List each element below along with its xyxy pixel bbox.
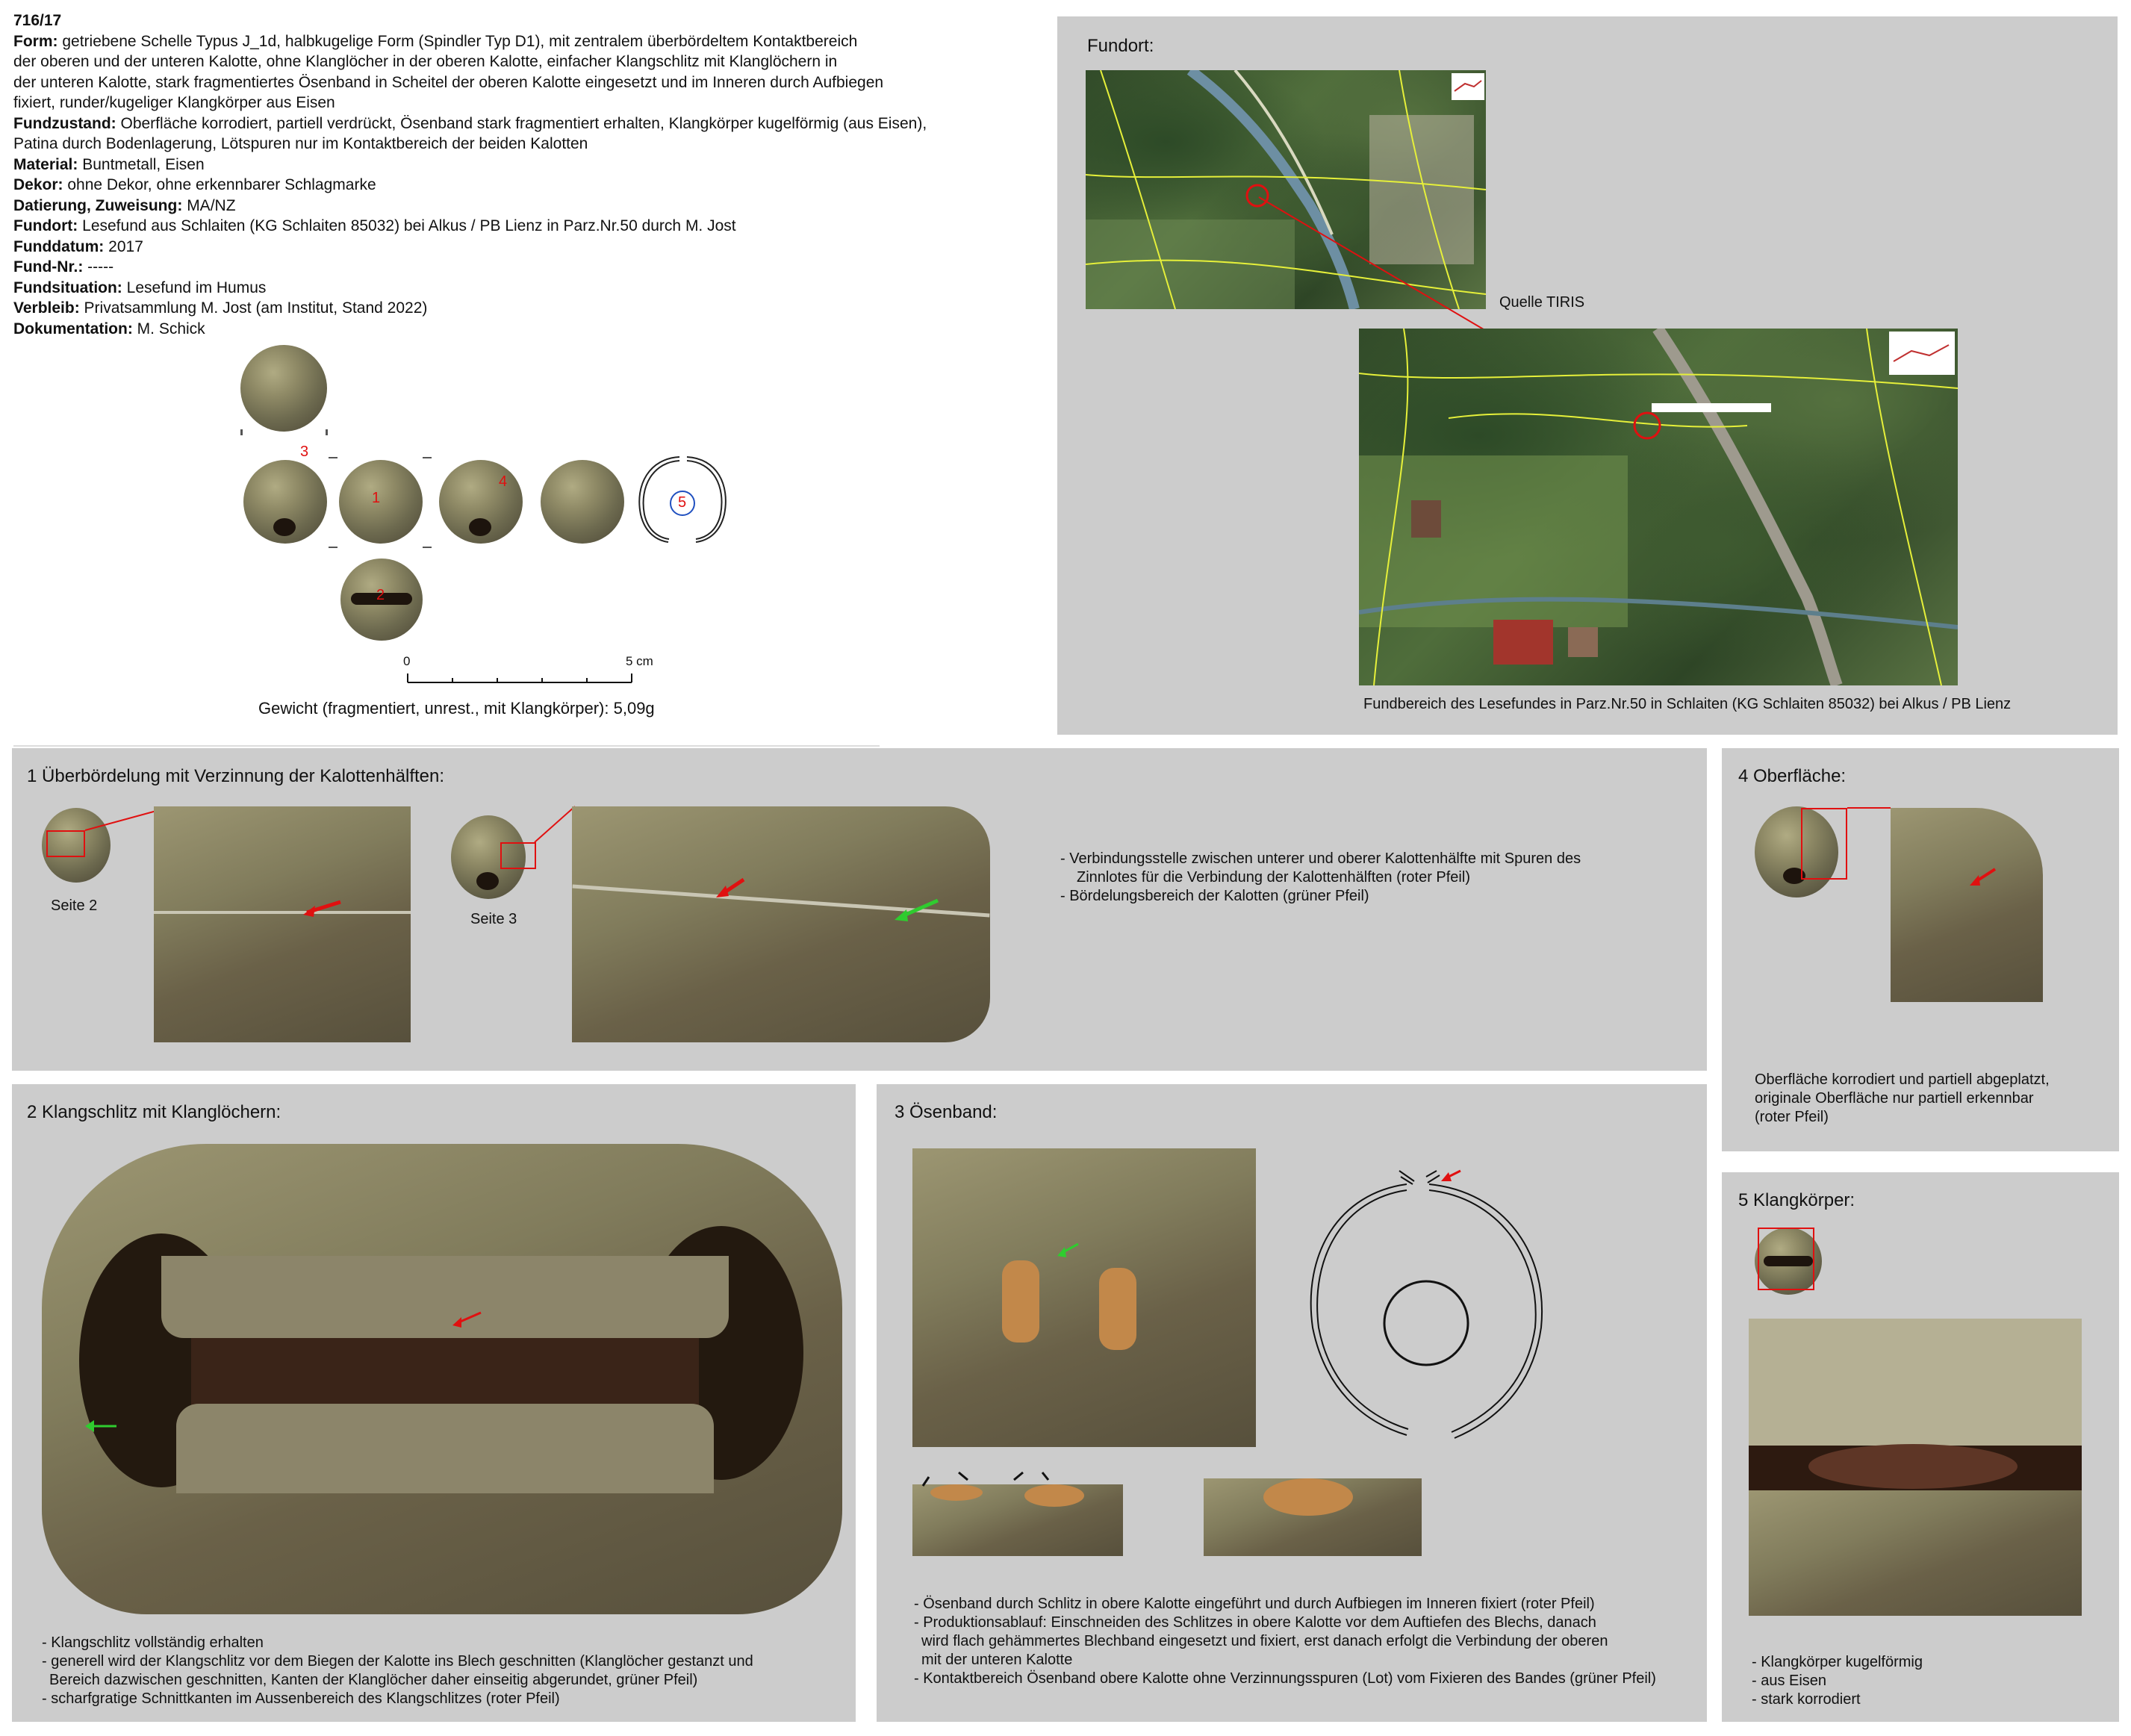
side-2-label: Seite 2	[51, 897, 98, 914]
material-label: Material:	[13, 155, 78, 173]
panel-1-line: Zinnlotes für die Verbindung der Kalottenhälften (roter Pfeil)	[1077, 869, 1470, 886]
panel-2-line: - scharfgratige Schnittkanten im Aussenbereich des Klangschlitzes (roter Pfeil)	[42, 1690, 560, 1707]
find-id: 716/17	[13, 12, 62, 29]
panel-4-line: Oberfläche korrodiert und partiell abgeplatzt,	[1755, 1071, 2050, 1088]
findnr-text: -----	[87, 258, 114, 276]
weight-text: Gewicht (fragmentiert, unrest., mit Klangkörper): 5,09g	[258, 699, 655, 718]
findnr-label: Fund-Nr.:	[13, 258, 84, 276]
panel-4-description	[1755, 1071, 2050, 1127]
panel-1-rebate	[12, 748, 1707, 1071]
panel-5-line: - stark korrodiert	[1752, 1691, 1861, 1708]
panel-5-description	[1752, 1653, 1923, 1709]
view-label-4: 4	[499, 473, 508, 490]
panel-2-description	[42, 1634, 753, 1708]
panel-5-title: 5 Klangkörper:	[1738, 1190, 1855, 1210]
fundort-caption: Fundbereich des Lesefundes in Parz.Nr.50 in Schlaiten (KG Schlaiten 85032) bei Alkus / PB Lienz	[1363, 696, 2012, 712]
bell-view-side-3	[243, 460, 327, 544]
bell-view-side-2	[541, 460, 624, 544]
location-text: Privatsammlung M. Jost (am Institut, Stand 2022)	[84, 299, 428, 317]
scale-start: 0	[403, 654, 411, 668]
loop-band-profile-photo-2	[1204, 1478, 1422, 1556]
source-label: Quelle TIRIS	[1499, 294, 1585, 311]
form-text-2: der oberen und der unteren Kalotte, ohne Klanglöcher in der oberen Kalotte, einfacher Klangschlitz mit Klanglöchern in	[13, 53, 838, 70]
panel-1-line: - Verbindungsstelle zwischen unterer und oberer Kalottenhälfte mit Spuren des	[1060, 850, 1581, 867]
panel-4-surface	[1722, 748, 2119, 1151]
panel-5-clapper	[1722, 1172, 2119, 1722]
view-label-1: 1	[372, 490, 381, 506]
scale-end: 5 cm	[626, 654, 653, 668]
panel-1-description	[1060, 850, 1581, 906]
view-label-2: 2	[376, 587, 385, 603]
panel-3-line: - Produktionsablauf: Einschneiden des Schlitzes in obere Kalotte vor dem Auftiefen des Blechs, danach	[914, 1614, 1596, 1631]
side-3-detail-photo	[572, 806, 990, 1042]
bell-view-top	[240, 345, 327, 432]
clapper-detail-photo	[1749, 1319, 2082, 1616]
bell-view-side-1	[339, 460, 423, 544]
detail-map	[1359, 329, 1958, 685]
material-text: Buntmetall, Eisen	[82, 155, 205, 173]
panel-3-line: - Kontaktbereich Ösenband obere Kalotte ohne Verzinnungsspuren (Lot) vom Fixieren des Bandes (grüner Pfeil)	[914, 1670, 1656, 1687]
panel-2-sound-slot	[12, 1084, 856, 1722]
form-text-3: der unteren Kalotte, stark fragmentiertes Ösenband in Scheitel der oberen Kalotte eingesetzt und im Inneren durch Aufbiegen	[13, 73, 884, 91]
panel-2-line: - generell wird der Klangschlitz vor dem Biegen der Kalotte ins Blech geschnitten (Klanglöcher gestanzt und	[42, 1653, 753, 1670]
condition-text-2: Patina durch Bodenlagerung, Lötspuren nur im Kontaktbereich der beiden Kalotten	[13, 135, 588, 152]
panel-4-title: 4 Oberfläche:	[1738, 766, 1847, 786]
panel-3-title: 3 Ösenband:	[895, 1102, 998, 1122]
dating-text: MA/NZ	[187, 196, 236, 214]
documentation-label: Dokumentation:	[13, 320, 133, 337]
sound-slot-photo	[42, 1144, 842, 1614]
form-text: getriebene Schelle Typus J_1d, halbkugelige Form (Spindler Typ D1), mit zentralem überbördeltem Kontaktbereich	[62, 32, 858, 50]
panel-1-line: - Bördelungsbereich der Kalotten (grüner Pfeil)	[1060, 888, 1369, 904]
side-3-label: Seite 3	[470, 911, 517, 927]
panel-4-line: (roter Pfeil)	[1755, 1109, 1829, 1125]
panel-4-line: originale Oberfläche nur partiell erkennbar	[1755, 1090, 2034, 1107]
finddate-label: Funddatum:	[13, 237, 105, 255]
panel-2-line: - Klangschlitz vollständig erhalten	[42, 1634, 264, 1651]
panel-3-description	[914, 1595, 1656, 1688]
form-text-4: fixiert, runder/kugeliger Klangkörper aus Eisen	[13, 94, 335, 111]
decor-label: Dekor:	[13, 176, 63, 193]
panel-2-title: 2 Klangschlitz mit Klanglöchern:	[27, 1102, 281, 1122]
panel-3-line: - Ösenband durch Schlitz in obere Kalotte eingeführt und durch Aufbiegen im Inneren fixiert (roter Pfeil)	[914, 1596, 1595, 1612]
surface-detail-photo	[1891, 808, 2043, 1002]
panel-1-title: 1 Überbördelung mit Verzinnung der Kalottenhälften:	[27, 766, 445, 786]
condition-label: Fundzustand:	[13, 114, 116, 132]
find-description	[13, 10, 927, 339]
panel-3-line: wird flach gehämmertes Blechband eingesetzt und fixiert, erst danach erfolgt die Verbindung der oberen	[921, 1633, 1608, 1649]
panel-3-loop-band	[877, 1084, 1707, 1722]
location-label: Verbleib:	[13, 299, 80, 317]
fundort-panel	[1057, 16, 2118, 735]
view-label-3: 3	[300, 444, 309, 460]
documentation-text: M. Schick	[137, 320, 205, 337]
decor-text: ohne Dekor, ohne erkennbarer Schlagmarke	[67, 176, 376, 193]
findspot-label: Fundort:	[13, 217, 78, 234]
form-label: Form:	[13, 32, 58, 50]
finddate-text: 2017	[108, 237, 143, 255]
dating-label: Datierung, Zuweisung:	[13, 196, 183, 214]
panel-5-line: - aus Eisen	[1752, 1673, 1827, 1689]
panel-2-line: Bereich dazwischen geschnitten, Kanten der Klanglöcher daher einseitig abgerundet, grüner Pfeil)	[49, 1672, 698, 1688]
condition-text: Oberfläche korrodiert, partiell verdrückt, Ösenband stark fragmentiert erhalten, Klangkörper kugelförmig (aus Eisen),	[120, 114, 927, 132]
view-label-5: 5	[678, 494, 687, 511]
findspot-text: Lesefund aus Schlaiten (KG Schlaiten 85032) bei Alkus / PB Lienz in Parz.Nr.50 durch M. Jost	[82, 217, 736, 234]
fundort-title: Fundort:	[1087, 36, 1154, 56]
panel-5-line: - Klangkörper kugelförmig	[1752, 1654, 1923, 1670]
situation-label: Fundsituation:	[13, 279, 122, 296]
panel-3-line: mit der unteren Kalotte	[921, 1652, 1073, 1668]
situation-text: Lesefund im Humus	[126, 279, 267, 296]
bell-view-side-4	[439, 460, 523, 544]
